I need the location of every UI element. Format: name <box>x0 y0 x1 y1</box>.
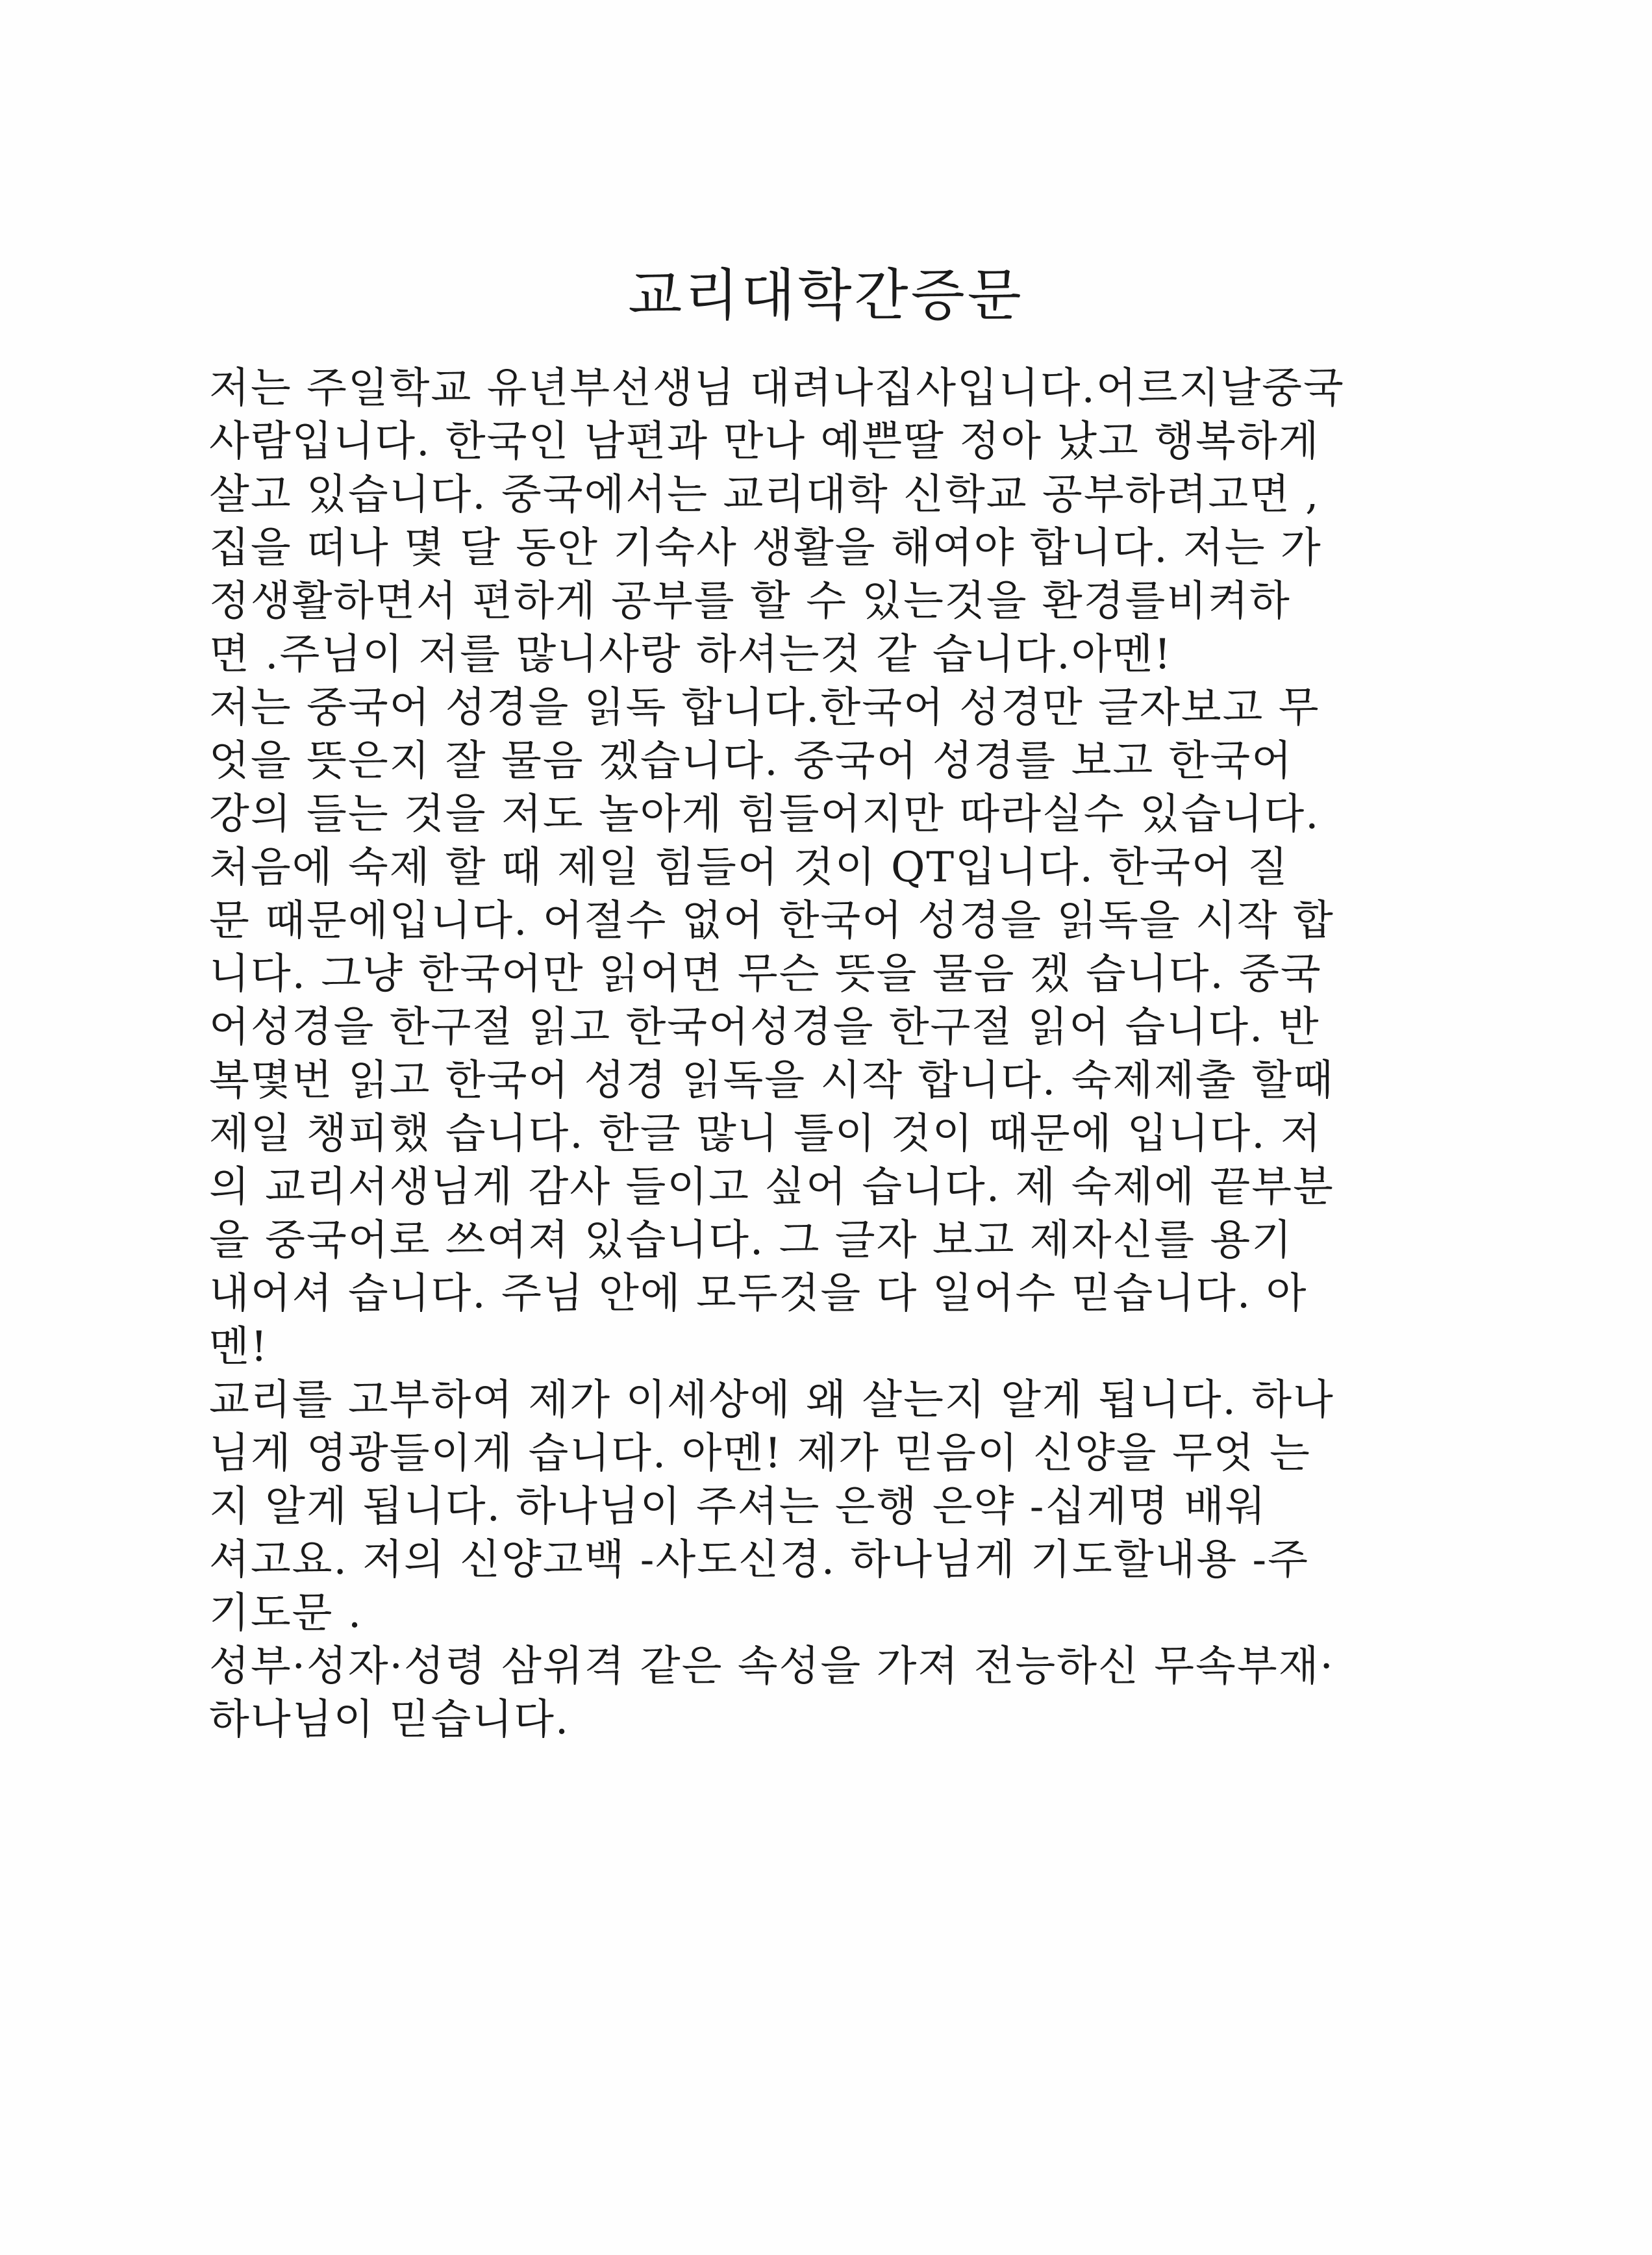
text-line: 문 때문에입니다. 어절수 없어 한국어 성경을 읽독을 시작 합 <box>209 897 1334 945</box>
text-line: 교리를 고부하여 제가 이세상에 왜 살는지 알게 됩니다. 하나 <box>209 1376 1334 1424</box>
text-line: 복몇번 읽고 한국어 성경 읽독을 시작 합니다. 숙제제출 할때 <box>209 1057 1334 1105</box>
text-line: 처음에 숙제 할 때 제일 힘들어 것이 QT입니다. 한국어 질 <box>209 844 1289 892</box>
text-line: 살고 있습니다. 중국에서는 교리대학 신학교 공부하려고면 , <box>209 471 1320 519</box>
text-line: 멘! <box>209 1323 269 1371</box>
text-line: 저는 중국어 성경을 읽독 합니다.한국어 성경만 글자보고 무 <box>209 684 1320 732</box>
text-line: 내어셔 습니다. 주님 안에 모두것을 다 일어수 믿습니다. 아 <box>209 1270 1308 1318</box>
text-line: 지 알게 됩니다. 하나님이 주셔는 은행 은약 -십게명 배워 <box>209 1483 1267 1531</box>
text-line: 정생활하면서 편하게 공부를 할 수 있는것을 환경를비켜하 <box>209 577 1291 625</box>
text-line: 을 중국어로 쓰여져 있습니다. 그 글자 보고 제자신를 용기 <box>209 1216 1294 1265</box>
text-line: 의 교리서생님게 감사 들이고 싶어 습니다. 제 숙제에 끝부분 <box>209 1163 1334 1211</box>
document-title: 교리대학간증문 <box>628 263 1024 328</box>
text-line: 면 .주님이 저를 많니사랑 하셔는것 같 습니다.아멘! <box>209 631 1172 679</box>
text-line: 사람입니다. 한국인 남편과 만나 예쁜딸 정아 났고 행복하게 <box>209 418 1320 466</box>
text-line: 저는 주일학교 유년부선생님 대려나집사입니다.어르지날중국 <box>209 364 1345 412</box>
text-line: 기도문 . <box>209 1589 363 1637</box>
text-line: 셔고요. 저의 신양고백 -사도신경. 하나님게 기도할내용 -주 <box>209 1536 1309 1584</box>
text-line: 니다. 그냥 한국어만 읽어면 무슨 뜻을 물음 겠 습니다. 중국 <box>209 950 1322 998</box>
text-line: 집을 떠나 몇 달 동안 기숙사 생활을 해여야 합니다. 저는 가 <box>209 524 1322 572</box>
text-line: 제일 챙피했 습니다. 한글 많니 틀이 것이 때문에 입니다. 저 <box>209 1110 1322 1158</box>
text-line: 엇을 뜻은지 잘 물음 겠습니다. 중국어 성경를 보고 한국어 <box>209 737 1294 785</box>
text-line: 하나님이 믿습니다. <box>209 1696 570 1744</box>
text-line: 어성경을 한구절 읽고 한국어성경을 한구절 읽어 습니다. 반 <box>209 1003 1320 1052</box>
text-line: 성부·성자·성령 삼위격 같은 속성을 가져 전능하신 무속부재· <box>209 1643 1334 1691</box>
text-line: 님게 영광들이게 습니다. 아멘! 제가 믿음이 신양을 무엇 는 <box>209 1430 1311 1478</box>
text-line: 강의 들는 것을 저도 놀아게 힘들어지만 따라실수 있습니다. <box>209 790 1320 838</box>
